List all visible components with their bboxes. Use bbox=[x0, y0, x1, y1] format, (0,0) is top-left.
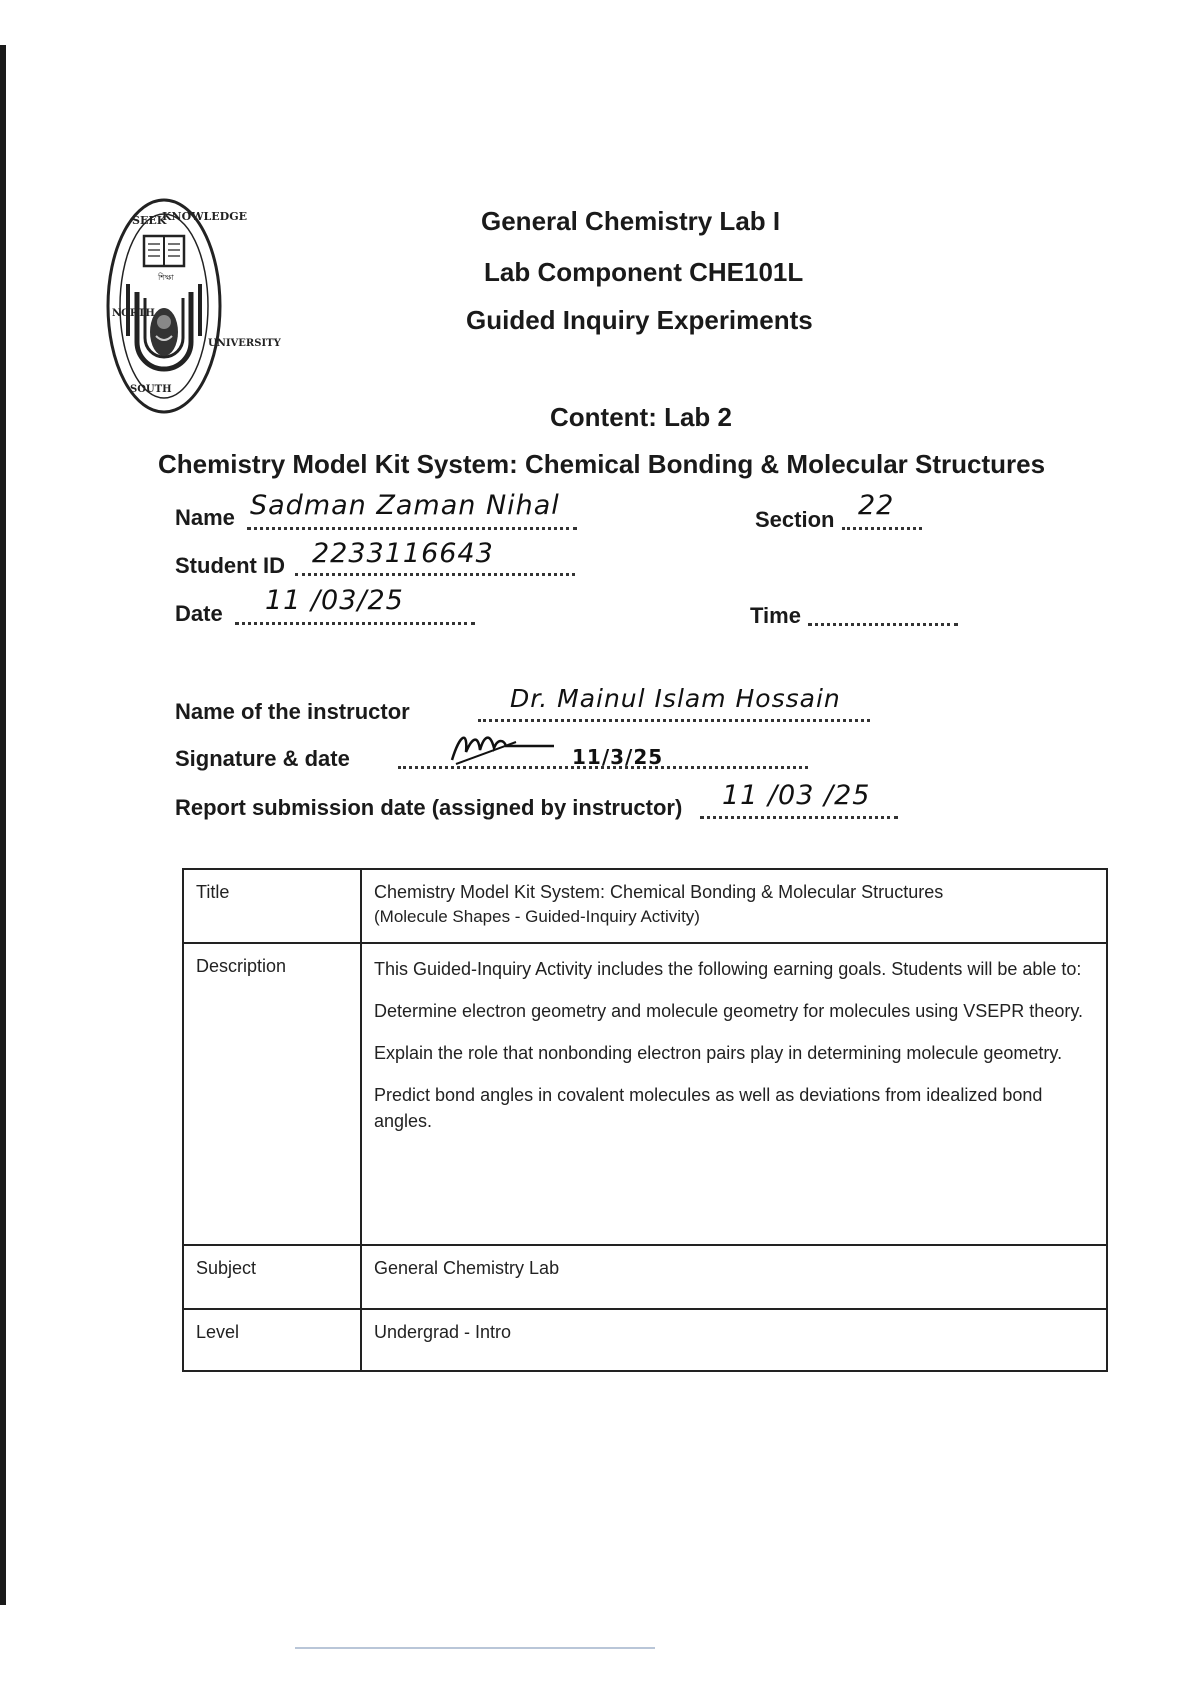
lab-component: Lab Component CHE101L bbox=[484, 257, 804, 287]
svg-text:NORTH SOUTH UNIVERSITY: NORTH SOUTH UNIVERSITY bbox=[112, 308, 281, 395]
experiment-title: Chemistry Model Kit System: Chemical Bonding & Molecular Structures bbox=[158, 449, 1046, 479]
section-line bbox=[842, 527, 922, 530]
title-value: Chemistry Model Kit System: Chemical Bonding & Molecular Structures bbox=[374, 882, 944, 902]
title-key: Title bbox=[183, 869, 361, 943]
name-line bbox=[247, 527, 577, 530]
subject-value: General Chemistry Lab bbox=[361, 1245, 1107, 1309]
title-cell bbox=[361, 869, 1107, 943]
content-heading: Content: Lab 2 bbox=[550, 402, 732, 432]
subject-key: Subject bbox=[183, 1245, 361, 1309]
date-line bbox=[235, 622, 475, 625]
scan-edge bbox=[0, 45, 6, 1605]
submission-line bbox=[700, 816, 898, 819]
experiment-type: Guided Inquiry Experiments bbox=[466, 305, 813, 335]
svg-text:SEEKKNOWLEDGE: SEEKKNOWLEDGE bbox=[132, 210, 247, 227]
signature-date: 11/3/25 bbox=[572, 745, 664, 769]
course-title: General Chemistry Lab I bbox=[481, 206, 781, 236]
description-key: Description bbox=[183, 943, 361, 1245]
description-paragraph: Explain the role that nonbonding electron pairs play in determining molecule geometry. bbox=[374, 1043, 1063, 1063]
table-row-subject bbox=[183, 1245, 1107, 1309]
signature-label: Signature & date bbox=[175, 746, 350, 771]
instructor-line bbox=[478, 719, 870, 722]
time-line bbox=[808, 623, 958, 626]
description-paragraph: This Guided-Inquiry Activity includes the following earning goals. Students will be able to: bbox=[374, 959, 1082, 979]
description-paragraph: Determine electron geometry and molecule geometry for molecules using VSEPR theory. bbox=[374, 1001, 1083, 1021]
scan-artifact-line bbox=[295, 1647, 655, 1649]
name-label: Name bbox=[175, 505, 235, 530]
student-id-value: 2233116643 bbox=[312, 538, 494, 569]
section-value: 22 bbox=[858, 490, 895, 521]
time-label: Time bbox=[750, 603, 801, 628]
instructor-label: Name of the instructor bbox=[175, 699, 410, 724]
table-row-level bbox=[183, 1309, 1107, 1371]
date-value: 11 /03/25 bbox=[265, 585, 404, 616]
level-value: Undergrad - Intro bbox=[361, 1309, 1107, 1371]
instructor-signature bbox=[446, 724, 566, 770]
section-label: Section bbox=[755, 507, 835, 532]
name-value: Sadman Zaman Nihal bbox=[250, 490, 560, 521]
svg-text:শিক্ষা: শিক্ষা bbox=[158, 273, 174, 282]
title-subtitle: (Molecule Shapes - Guided-Inquiry Activity) bbox=[374, 907, 700, 926]
submission-label: Report submission date (assigned by instructor) bbox=[175, 795, 683, 820]
student-id-label: Student ID bbox=[175, 553, 285, 578]
date-label: Date bbox=[175, 601, 223, 626]
student-id-line bbox=[295, 573, 575, 576]
activity-info-table bbox=[182, 868, 1108, 1372]
instructor-value: Dr. Mainul Islam Hossain bbox=[510, 684, 841, 713]
level-key: Level bbox=[183, 1309, 361, 1371]
table-row-description bbox=[183, 943, 1107, 1245]
university-seal-icon bbox=[104, 196, 281, 416]
submission-value: 11 /03 /25 bbox=[722, 780, 871, 811]
table-row-title bbox=[183, 869, 1107, 943]
description-cell bbox=[361, 943, 1107, 1245]
description-paragraph: Predict bond angles in covalent molecules as well as deviations from idealized bond angles. bbox=[374, 1085, 1043, 1131]
